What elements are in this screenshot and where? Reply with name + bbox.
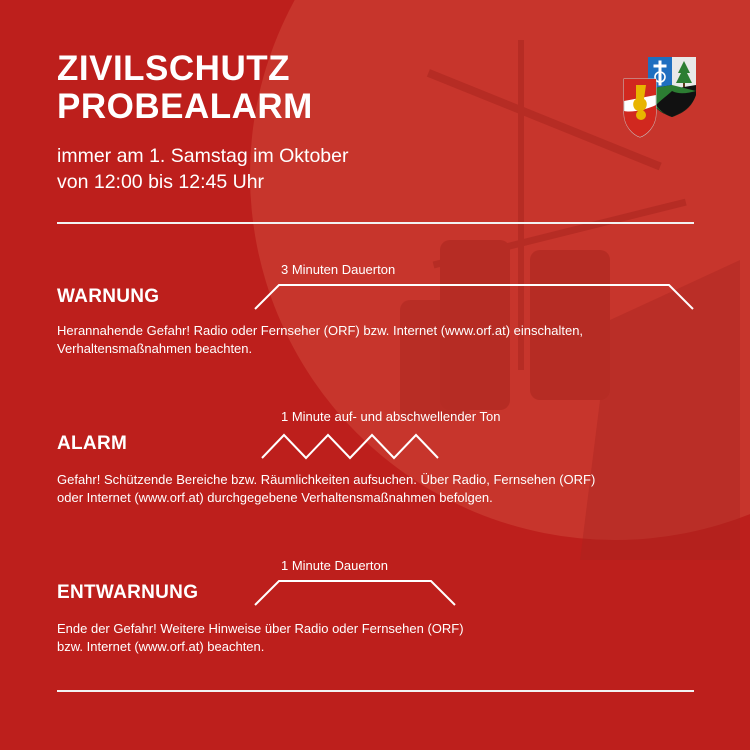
divider-top [57, 222, 694, 224]
warning-title: WARNUNG [57, 286, 160, 307]
all-clear-text-line-1: Ende der Gefahr! Weitere Hinweise über Radio oder Fernsehen (ORF) [57, 621, 464, 636]
title-line-2: PROBEALARM [57, 87, 313, 126]
divider-bottom [57, 690, 694, 692]
municipal-coat-of-arms-icon [622, 55, 698, 139]
subtitle-line-2: von 12:00 bis 12:45 Uhr [57, 171, 265, 193]
warning-signal-label: 3 Minuten Dauerton [281, 262, 396, 277]
all-clear-text-line-2: bzw. Internet (www.orf.at) beachten. [57, 639, 265, 654]
continuous-tone-signal-icon [255, 578, 457, 608]
alarm-text-line-2: oder Internet (www.orf.at) durchgegebene Verhaltensmaßnahmen befolgen. [57, 490, 493, 505]
rising-falling-tone-signal-icon [262, 432, 442, 460]
all-clear-signal-label: 1 Minute Dauerton [281, 558, 388, 573]
title-line-1: ZIVILSCHUTZ [57, 49, 290, 88]
subtitle [57, 143, 349, 195]
page-title [57, 50, 313, 126]
continuous-tone-signal-icon [255, 282, 695, 312]
all-clear-description [57, 620, 677, 656]
alarm-signal-label: 1 Minute auf- und abschwellender Ton [281, 409, 501, 424]
alarm-description [57, 471, 677, 507]
all-clear-title: ENTWARNUNG [57, 582, 199, 603]
alarm-text-line-1: Gefahr! Schützende Bereiche bzw. Räumlichkeiten aufsuchen. Über Radio, Fernsehen (ORF) [57, 472, 596, 487]
subtitle-line-1: immer am 1. Samstag im Oktober [57, 145, 349, 167]
warning-description [57, 322, 677, 358]
alarm-title: ALARM [57, 433, 128, 454]
warning-text-line-1: Herannahende Gefahr! Radio oder Fernseher (ORF) bzw. Internet (www.orf.at) einschalten, [57, 323, 584, 338]
warning-text-line-2: Verhaltensmaßnahmen beachten. [57, 341, 253, 356]
